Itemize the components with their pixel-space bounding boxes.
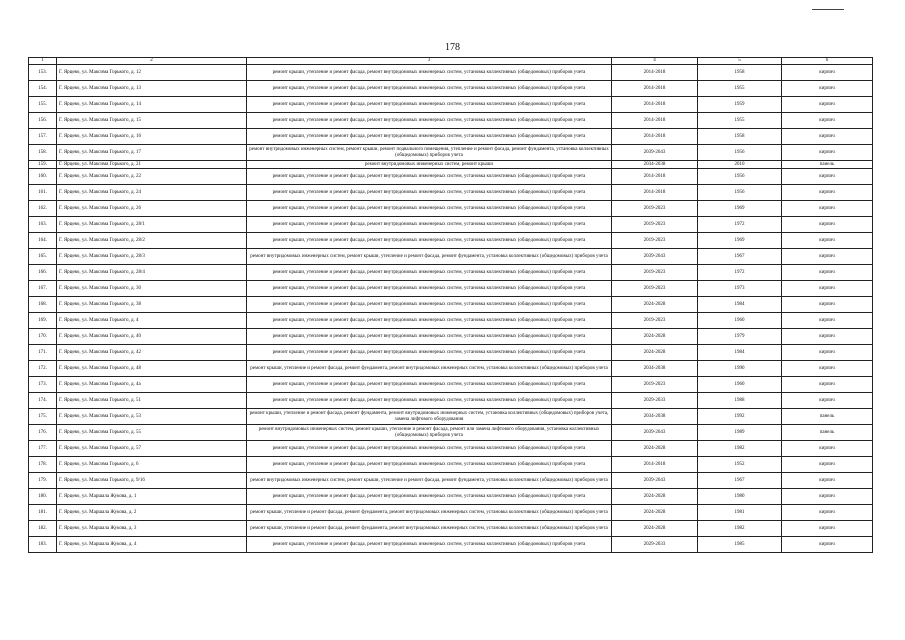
works-cell: ремонт крыши, утепление и ремонт фасада, ремонт внутридомовых инженерных систем, установка коллективных (общедомовых) приборов учета (247, 185, 612, 201)
wall-material-cell: кирпич (782, 265, 873, 281)
row-number: 157. (29, 129, 57, 145)
row-number: 182. (29, 521, 57, 537)
address-cell: Г. Ярцево, ул. Максима Горького, д. 28/1 (57, 217, 247, 233)
period-cell: 2029-2033 (612, 393, 698, 409)
wall-material-cell: кирпич (782, 505, 873, 521)
address-cell: Г. Ярцево, ул. Максима Горького, д. 28/4 (57, 265, 247, 281)
table-row (29, 313, 873, 329)
address-cell: Г. Ярцево, ул. Маршала Жукова, д. 1 (57, 489, 247, 505)
build-year-cell: 1958 (698, 65, 782, 81)
period-cell: 2019-2023 (612, 217, 698, 233)
table-row (29, 201, 873, 217)
works-cell: ремонт крыши, утепление и ремонт фасада, ремонт внутридомовых инженерных систем, установка коллективных (общедомовых) приборов учета (247, 489, 612, 505)
row-number: 161. (29, 185, 57, 201)
table-row (29, 409, 873, 425)
wall-material-cell: кирпич (782, 113, 873, 129)
row-number: 156. (29, 113, 57, 129)
works-cell: ремонт крыши, утепление и ремонт фасада, ремонт внутридомовых инженерных систем, установка коллективных (общедомовых) приборов учета (247, 265, 612, 281)
address-cell: Г. Ярцево, ул. Максима Горького, д. 9/16 (57, 473, 247, 489)
address-cell: Г. Ярцево, ул. Максима Горького, д. 28/3 (57, 249, 247, 265)
works-cell: ремонт крыши, утепление и ремонт фасада, ремонт внутридомовых инженерных систем, установка коллективных (общедомовых) приборов учета (247, 281, 612, 297)
build-year-cell: 1979 (698, 329, 782, 345)
wall-material-cell: кирпич (782, 345, 873, 361)
period-cell: 2039-2043 (612, 473, 698, 489)
address-cell: Г. Ярцево, ул. Максима Горького, д. 12 (57, 65, 247, 81)
address-cell: Г. Ярцево, ул. Максима Горького, д. 38 (57, 297, 247, 313)
works-cell: ремонт крыши, утепление и ремонт фасада, ремонт внутридомовых инженерных систем, установка коллективных (общедомовых) приборов учета (247, 377, 612, 393)
table-row (29, 249, 873, 265)
address-cell: Г. Ярцево, ул. Маршала Жукова, д. 4 (57, 537, 247, 553)
address-cell: Г. Ярцево, ул. Максима Горького, д. 51 (57, 393, 247, 409)
period-cell: 2024-2028 (612, 329, 698, 345)
col-header-2: 2 (57, 58, 247, 65)
row-number: 165. (29, 249, 57, 265)
address-cell: Г. Ярцево, ул. Маршала Жукова, д. 2 (57, 505, 247, 521)
works-cell: ремонт крыши, утепление и ремонт фасада, ремонт внутридомовых инженерных систем, установка коллективных (общедомовых) приборов учета (247, 297, 612, 313)
row-number: 181. (29, 505, 57, 521)
works-cell: ремонт крыши, утепление и ремонт фасада, ремонт фундамента, ремонт внутридомовых инженерных систем, установка коллективных (общедомовых) приборов учета, замена лифтового оборудования (247, 409, 612, 425)
period-cell: 2039-2043 (612, 425, 698, 441)
works-cell: ремонт внутридомовых инженерных систем, ремонт крыши, утепление и ремонт фасада, ремонт или замена лифтового оборудования, установка коллективных (общедомовых) приборов учета (247, 425, 612, 441)
table-row (29, 377, 873, 393)
row-number: 168. (29, 297, 57, 313)
row-number: 155. (29, 97, 57, 113)
wall-material-cell: кирпич (782, 329, 873, 345)
wall-material-cell: кирпич (782, 249, 873, 265)
build-year-cell: 1960 (698, 377, 782, 393)
works-cell: ремонт крыши, утепление и ремонт фасада, ремонт внутридомовых инженерных систем, установка коллективных (общедомовых) приборов учета (247, 81, 612, 97)
build-year-cell: 1988 (698, 393, 782, 409)
header-row (29, 58, 873, 65)
wall-material-cell: кирпич (782, 361, 873, 377)
works-cell: ремонт внутридомовых инженерных систем, ремонт крыши, ремонт подвального помещения, утепление и ремонт фасада, ремонт фундамента, установка коллективных (общедомовых) приборов учета (247, 145, 612, 161)
address-cell: Г. Ярцево, ул. Максима Горького, д. 24 (57, 185, 247, 201)
works-cell: ремонт крыши, утепление и ремонт фасада, ремонт внутридомовых инженерных систем, установка коллективных (общедомовых) приборов учета (247, 345, 612, 361)
build-year-cell: 1967 (698, 249, 782, 265)
works-cell: ремонт крыши, утепление и ремонт фасада, ремонт внутридомовых инженерных систем, установка коллективных (общедомовых) приборов учета (247, 129, 612, 145)
col-header-3: 3 (247, 58, 612, 65)
row-number: 164. (29, 233, 57, 249)
wall-material-cell: панель (782, 161, 873, 169)
wall-material-cell: кирпич (782, 185, 873, 201)
table-row (29, 505, 873, 521)
wall-material-cell: панель (782, 409, 873, 425)
row-number: 180. (29, 489, 57, 505)
wall-material-cell: кирпич (782, 377, 873, 393)
works-cell: ремонт крыши, утепление и ремонт фасада, ремонт внутридомовых инженерных систем, установка коллективных (общедомовых) приборов учета (247, 169, 612, 185)
period-cell: 2014-2018 (612, 97, 698, 113)
works-cell: ремонт крыши, утепление и ремонт фасада, ремонт фундамента, ремонт внутридомовых инженерных систем, установка коллективных (общедомовых) приборов учета (247, 505, 612, 521)
address-cell: Г. Ярцево, ул. Максима Горького, д. 55 (57, 425, 247, 441)
row-number: 154. (29, 81, 57, 97)
period-cell: 2019-2023 (612, 233, 698, 249)
page-number: 178 (445, 42, 460, 53)
period-cell: 2014-2018 (612, 65, 698, 81)
build-year-cell: 1969 (698, 233, 782, 249)
build-year-cell: 1982 (698, 441, 782, 457)
period-cell: 2019-2023 (612, 313, 698, 329)
wall-material-cell: кирпич (782, 281, 873, 297)
works-cell: ремонт крыши, утепление и ремонт фасада, ремонт внутридомовых инженерных систем, установка коллективных (общедомовых) приборов учета (247, 537, 612, 553)
row-number: 166. (29, 265, 57, 281)
address-cell: Г. Ярцево, ул. Максима Горького, д. 26 (57, 201, 247, 217)
table-row (29, 113, 873, 129)
address-cell: Г. Ярцево, ул. Максима Горького, д. 14 (57, 97, 247, 113)
address-cell: Г. Ярцево, ул. Максима Горького, д. 4 (57, 313, 247, 329)
address-cell: Г. Ярцево, ул. Максима Горького, д. 42 (57, 345, 247, 361)
row-number: 153. (29, 65, 57, 81)
works-cell: ремонт крыши, утепление и ремонт фасада, ремонт внутридомовых инженерных систем, установка коллективных (общедомовых) приборов учета (247, 201, 612, 217)
period-cell: 2034-2038 (612, 361, 698, 377)
address-cell: Г. Ярцево, ул. Максима Горького, д. 21 (57, 161, 247, 169)
wall-material-cell: кирпич (782, 65, 873, 81)
period-cell: 2024-2028 (612, 521, 698, 537)
build-year-cell: 1984 (698, 297, 782, 313)
table-row (29, 361, 873, 377)
col-header-1: 1 (29, 58, 57, 65)
row-number: 183. (29, 537, 57, 553)
col-header-6: 6 (782, 58, 873, 65)
row-number: 177. (29, 441, 57, 457)
works-cell: ремонт крыши, утепление и ремонт фасада, ремонт внутридомовых инженерных систем, установка коллективных (общедомовых) приборов учета (247, 457, 612, 473)
address-cell: Г. Ярцево, ул. Максима Горького, д. 17 (57, 145, 247, 161)
address-cell: Г. Ярцево, ул. Максима Горького, д. 15 (57, 113, 247, 129)
build-year-cell: 1972 (698, 265, 782, 281)
row-number: 158. (29, 145, 57, 161)
row-number: 174. (29, 393, 57, 409)
period-cell: 2024-2028 (612, 489, 698, 505)
period-cell: 2014-2018 (612, 81, 698, 97)
table-row (29, 97, 873, 113)
row-number: 178. (29, 457, 57, 473)
build-year-cell: 1959 (698, 97, 782, 113)
build-year-cell: 2010 (698, 161, 782, 169)
top-rule (812, 9, 844, 10)
address-cell: Г. Ярцево, ул. Максима Горького, д. 30 (57, 281, 247, 297)
table-row (29, 161, 873, 169)
row-number: 163. (29, 217, 57, 233)
wall-material-cell: кирпич (782, 441, 873, 457)
build-year-cell: 1992 (698, 409, 782, 425)
address-cell: Г. Ярцево, ул. Максима Горького, д. 22 (57, 169, 247, 185)
wall-material-cell: кирпич (782, 393, 873, 409)
row-number: 160. (29, 169, 57, 185)
build-year-cell: 1984 (698, 345, 782, 361)
wall-material-cell: кирпич (782, 473, 873, 489)
wall-material-cell: кирпич (782, 537, 873, 553)
build-year-cell: 1990 (698, 361, 782, 377)
works-cell: ремонт крыши, утепление и ремонт фасада, ремонт внутридомовых инженерных систем, установка коллективных (общедомовых) приборов учета (247, 217, 612, 233)
table-row (29, 329, 873, 345)
row-number: 167. (29, 281, 57, 297)
period-cell: 2019-2023 (612, 201, 698, 217)
works-cell: ремонт крыши, утепление и ремонт фасада, ремонт внутридомовых инженерных систем, установка коллективных (общедомовых) приборов учета (247, 329, 612, 345)
period-cell: 2014-2018 (612, 457, 698, 473)
table-row (29, 81, 873, 97)
build-year-cell: 1973 (698, 281, 782, 297)
wall-material-cell: кирпич (782, 297, 873, 313)
row-number: 172. (29, 361, 57, 377)
build-year-cell: 1956 (698, 185, 782, 201)
period-cell: 2039-2043 (612, 145, 698, 161)
address-cell: Г. Ярцево, ул. Максима Горького, д. 6 (57, 457, 247, 473)
row-number: 179. (29, 473, 57, 489)
table-row (29, 473, 873, 489)
build-year-cell: 1972 (698, 217, 782, 233)
period-cell: 2024-2028 (612, 345, 698, 361)
works-cell: ремонт внутридомовых инженерных систем, ремонт крыши, утепление и ремонт фасада, ремонт фундамента, установка коллективных (общедомовых) приборов учета (247, 249, 612, 265)
wall-material-cell: кирпич (782, 457, 873, 473)
row-number: 159. (29, 161, 57, 169)
table-row (29, 297, 873, 313)
works-cell: ремонт крыши, утепление и ремонт фасада, ремонт внутридомовых инженерных систем, установка коллективных (общедомовых) приборов учета (247, 65, 612, 81)
period-cell: 2019-2023 (612, 377, 698, 393)
address-cell: Г. Ярцево, ул. Маршала Жукова, д. 3 (57, 521, 247, 537)
period-cell: 2034-2038 (612, 409, 698, 425)
build-year-cell: 1960 (698, 313, 782, 329)
wall-material-cell: кирпич (782, 81, 873, 97)
wall-material-cell: кирпич (782, 521, 873, 537)
table-row (29, 169, 873, 185)
build-year-cell: 1952 (698, 457, 782, 473)
table-row (29, 457, 873, 473)
build-year-cell: 1969 (698, 201, 782, 217)
row-number: 175. (29, 409, 57, 425)
period-cell: 2019-2023 (612, 281, 698, 297)
build-year-cell: 1980 (698, 489, 782, 505)
table-row (29, 521, 873, 537)
works-cell: ремонт внутридомовых инженерных систем, ремонт крыши (247, 161, 612, 169)
works-cell: ремонт крыши, утепление и ремонт фасада, ремонт фундамента, ремонт внутридомовых инженерных систем, установка коллективных (общедомовых) приборов учета (247, 361, 612, 377)
period-cell: 2014-2018 (612, 169, 698, 185)
period-cell: 2014-2018 (612, 113, 698, 129)
wall-material-cell: кирпич (782, 489, 873, 505)
wall-material-cell: кирпич (782, 97, 873, 113)
works-cell: ремонт крыши, утепление и ремонт фасада, ремонт внутридомовых инженерных систем, установка коллективных (общедомовых) приборов учета (247, 113, 612, 129)
period-cell: 2034-2038 (612, 161, 698, 169)
row-number: 170. (29, 329, 57, 345)
table-row (29, 537, 873, 553)
table-row (29, 281, 873, 297)
table-row (29, 425, 873, 441)
row-number: 169. (29, 313, 57, 329)
period-cell: 2024-2028 (612, 297, 698, 313)
wall-material-cell: кирпич (782, 129, 873, 145)
address-cell: Г. Ярцево, ул. Максима Горького, д. 40 (57, 329, 247, 345)
build-year-cell: 1958 (698, 129, 782, 145)
build-year-cell: 1955 (698, 81, 782, 97)
period-cell: 2024-2028 (612, 441, 698, 457)
table-row (29, 217, 873, 233)
build-year-cell: 1955 (698, 113, 782, 129)
works-cell: ремонт крыши, утепление и ремонт фасада, ремонт внутридомовых инженерных систем, установка коллективных (общедомовых) приборов учета (247, 97, 612, 113)
row-number: 162. (29, 201, 57, 217)
address-cell: Г. Ярцево, ул. Максима Горького, д. 13 (57, 81, 247, 97)
row-number: 171. (29, 345, 57, 361)
table-row (29, 265, 873, 281)
works-cell: ремонт внутридомовых инженерных систем, ремонт крыши, утепление и ремонт фасада, ремонт фундамента, установка коллективных (общедомовых) приборов учета (247, 473, 612, 489)
address-cell: Г. Ярцево, ул. Максима Горького, д. 48 (57, 361, 247, 377)
wall-material-cell: кирпич (782, 233, 873, 249)
col-header-4: 4 (612, 58, 698, 65)
build-year-cell: 1981 (698, 505, 782, 521)
table-row (29, 233, 873, 249)
wall-material-cell: кирпич (782, 201, 873, 217)
wall-material-cell: кирпич (782, 217, 873, 233)
works-cell: ремонт крыши, утепление и ремонт фасада, ремонт внутридомовых инженерных систем, установка коллективных (общедомовых) приборов учета (247, 441, 612, 457)
table-row (29, 489, 873, 505)
works-cell: ремонт крыши, утепление и ремонт фасада, ремонт фундамента, ремонт внутридомовых инженерных систем, установка коллективных (общедомовых) приборов учета (247, 521, 612, 537)
housing-repair-table (28, 57, 873, 553)
works-cell: ремонт крыши, утепление и ремонт фасада, ремонт внутридомовых инженерных систем, установка коллективных (общедомовых) приборов учета (247, 393, 612, 409)
table-row (29, 145, 873, 161)
build-year-cell: 1956 (698, 145, 782, 161)
table-row (29, 129, 873, 145)
address-cell: Г. Ярцево, ул. Максима Горького, д. 16 (57, 129, 247, 145)
wall-material-cell: кирпич (782, 313, 873, 329)
build-year-cell: 1956 (698, 169, 782, 185)
table-row (29, 441, 873, 457)
build-year-cell: 1967 (698, 473, 782, 489)
wall-material-cell: кирпич (782, 145, 873, 161)
table-row (29, 393, 873, 409)
period-cell: 2019-2023 (612, 265, 698, 281)
wall-material-cell: панель (782, 425, 873, 441)
works-cell: ремонт крыши, утепление и ремонт фасада, ремонт внутридомовых инженерных систем, установка коллективных (общедомовых) приборов учета (247, 233, 612, 249)
address-cell: Г. Ярцево, ул. Максима Горького, д. 53 (57, 409, 247, 425)
build-year-cell: 1989 (698, 425, 782, 441)
period-cell: 2024-2028 (612, 505, 698, 521)
col-header-5: 5 (698, 58, 782, 65)
period-cell: 2014-2018 (612, 129, 698, 145)
build-year-cell: 1985 (698, 537, 782, 553)
table-row (29, 65, 873, 81)
address-cell: Г. Ярцево, ул. Максима Горького, д. 57 (57, 441, 247, 457)
address-cell: Г. Ярцево, ул. Максима Горького, д. 4а (57, 377, 247, 393)
table-row (29, 345, 873, 361)
period-cell: 2029-2033 (612, 537, 698, 553)
row-number: 173. (29, 377, 57, 393)
period-cell: 2014-2018 (612, 185, 698, 201)
period-cell: 2039-2043 (612, 249, 698, 265)
build-year-cell: 1982 (698, 521, 782, 537)
table-row (29, 185, 873, 201)
row-number: 176. (29, 425, 57, 441)
address-cell: Г. Ярцево, ул. Максима Горького, д. 28/2 (57, 233, 247, 249)
wall-material-cell: кирпич (782, 169, 873, 185)
works-cell: ремонт крыши, утепление и ремонт фасада, ремонт внутридомовых инженерных систем, установка коллективных (общедомовых) приборов учета (247, 313, 612, 329)
